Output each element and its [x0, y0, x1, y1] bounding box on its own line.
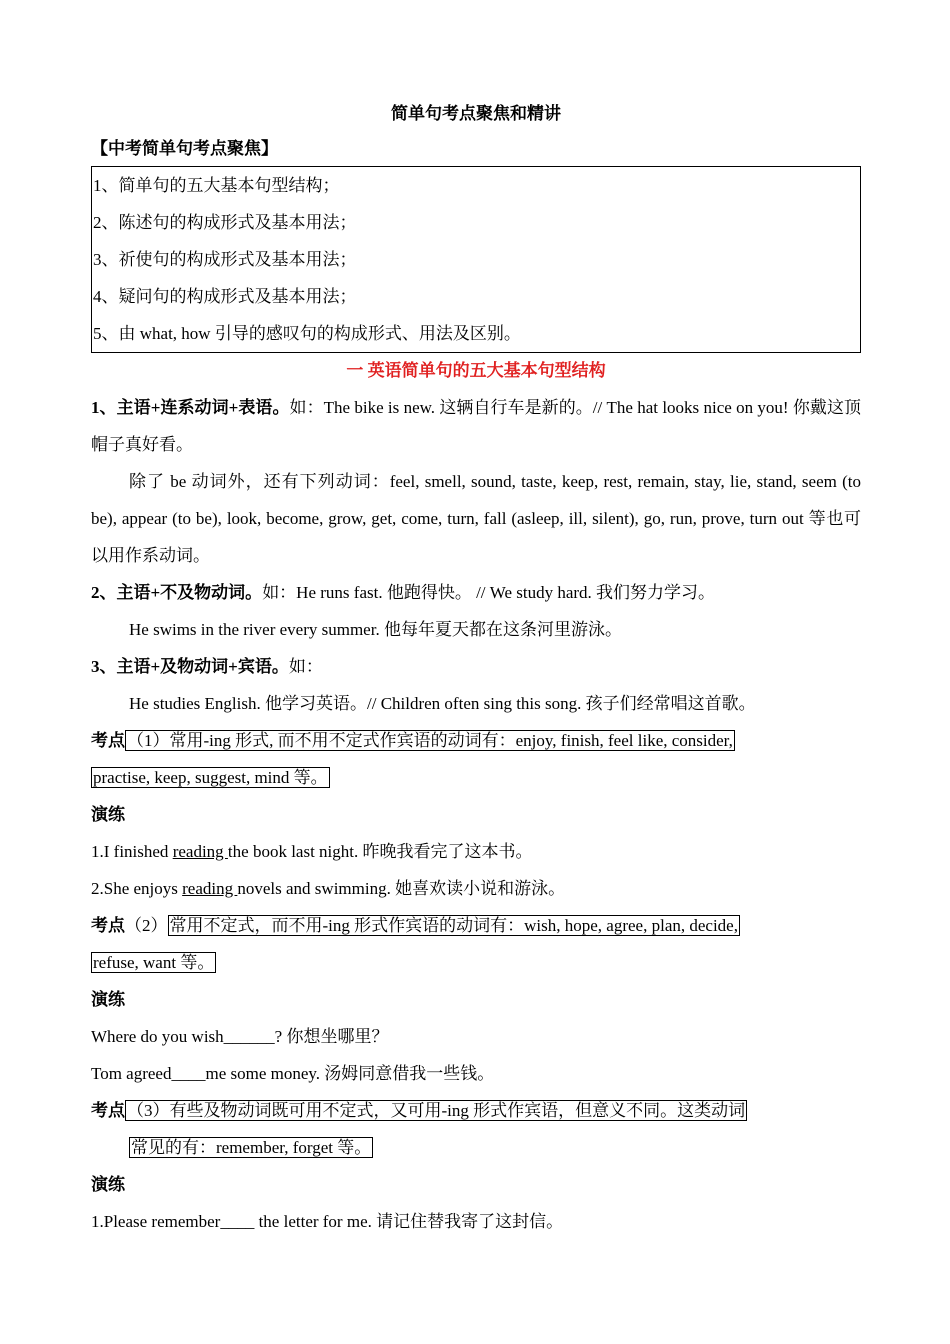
exercise-answer: reading: [182, 879, 238, 898]
kaodian-3-cont: [91, 1129, 861, 1166]
kaodian-label: 考点: [91, 1101, 125, 1120]
section-heading: 一 英语简单句的五大基本句型结构: [346, 361, 606, 380]
focus-box: [91, 166, 861, 353]
kaodian-label: 考点: [91, 731, 125, 750]
exercise-text: novels and swimming. 她喜欢读小说和游泳。: [237, 879, 566, 898]
exercise-2-1: Where do you wish______? 你想坐哪里？: [91, 1027, 389, 1046]
kaodian-3: [91, 1092, 861, 1129]
kaodian-2-number: （2）: [125, 916, 168, 935]
exercise-1-2: [91, 870, 861, 907]
exercise-1-1: [91, 833, 861, 870]
exercise-text: 2.She enjoys: [91, 879, 183, 898]
focus-heading: 【中考简单句考点聚焦】: [91, 139, 278, 158]
kaodian-2-box-line1: 常用不定式，而不用-ing 形式作宾语的动词有：wish, hope, agree, plan, decide,: [169, 916, 738, 935]
pattern-2-paragraph: [91, 574, 861, 611]
exercise-text: 1.I finished: [91, 842, 173, 861]
kaodian-2: [91, 907, 861, 944]
focus-item: 4、疑问句的构成形式及基本用法；: [93, 287, 357, 306]
kaodian-2-cont: [91, 944, 861, 981]
exercise-3-1: 1.Please remember____ the letter for me. 请记住替我寄了这封信。: [91, 1212, 564, 1231]
kaodian-label: 考点: [91, 916, 125, 935]
practice-heading: 演练: [91, 1175, 125, 1194]
practice-heading: 演练: [91, 805, 125, 824]
pattern-2-title: 2、主语+不及物动词。: [91, 583, 263, 602]
practice-heading: 演练: [91, 990, 125, 1009]
pattern-3-example: He studies English. 他学习英语。// Children often sing this song. 孩子们经常唱这首歌。: [129, 694, 756, 713]
exercise-answer: reading: [172, 842, 228, 861]
pattern-1-title: 1、主语+连系动词+表语。: [91, 398, 290, 417]
pattern-2-example: 如：He runs fast. 他跑得快。 // We study hard. 我们努力学习。: [262, 583, 716, 602]
kaodian-1: [91, 722, 861, 759]
pattern-3-intro: 如：: [288, 657, 323, 676]
document-page: [91, 96, 861, 1240]
exercise-text: the book last night. 昨晚我看完了这本书。: [227, 842, 533, 861]
kaodian-1-box-line1: （1）常用-ing 形式, 而不用不定式作宾语的动词有：enjoy, finish, feel like, consider,: [127, 731, 733, 750]
focus-item: 2、陈述句的构成形式及基本用法；: [93, 213, 357, 232]
kaodian-2-box-line2: refuse, want 等。: [93, 953, 215, 972]
pattern-1-paragraph: [91, 389, 861, 463]
focus-item: 5、由 what, how 引导的感叹句的构成形式、用法及区别。: [93, 324, 521, 343]
pattern-3-title: 3、主语+及物动词+宾语。: [91, 657, 289, 676]
exercise-2-2: Tom agreed____me some money. 汤姆同意借我一些钱。: [91, 1064, 495, 1083]
focus-item: 1、简单句的五大基本句型结构；: [93, 176, 340, 195]
kaodian-3-box-line1: （3）有些及物动词既可用不定式，又可用-ing 形式作宾语，但意义不同。这类动词: [127, 1101, 746, 1120]
kaodian-3-box-line2: 常见的有：remember, forget 等。: [131, 1138, 372, 1157]
pattern-3-paragraph: [91, 648, 861, 685]
pattern-1-example: 如：The bike is new. 这辆自行车是新的。// The hat looks nice on you! 你戴这顶帽子真好看。: [91, 398, 861, 454]
page-title: 简单句考点聚焦和精讲: [391, 104, 561, 123]
kaodian-1-cont: [91, 759, 861, 796]
focus-item: 3、祈使句的构成形式及基本用法；: [93, 250, 357, 269]
pattern-2-example-2: He swims in the river every summer. 他每年夏天都在这条河里游泳。: [129, 620, 622, 639]
kaodian-1-box-line2: practise, keep, suggest, mind 等。: [93, 768, 328, 787]
linking-verbs-paragraph: 除了 be 动词外，还有下列动词：feel, smell, sound, taste, keep, rest, remain, stay, lie, stand, seem (to be), appear (to be), look, become, grow, get, come, turn, fall (asleep, ill, silent), go, run, prove, turn out 等也可以用作系动词。: [91, 472, 861, 565]
